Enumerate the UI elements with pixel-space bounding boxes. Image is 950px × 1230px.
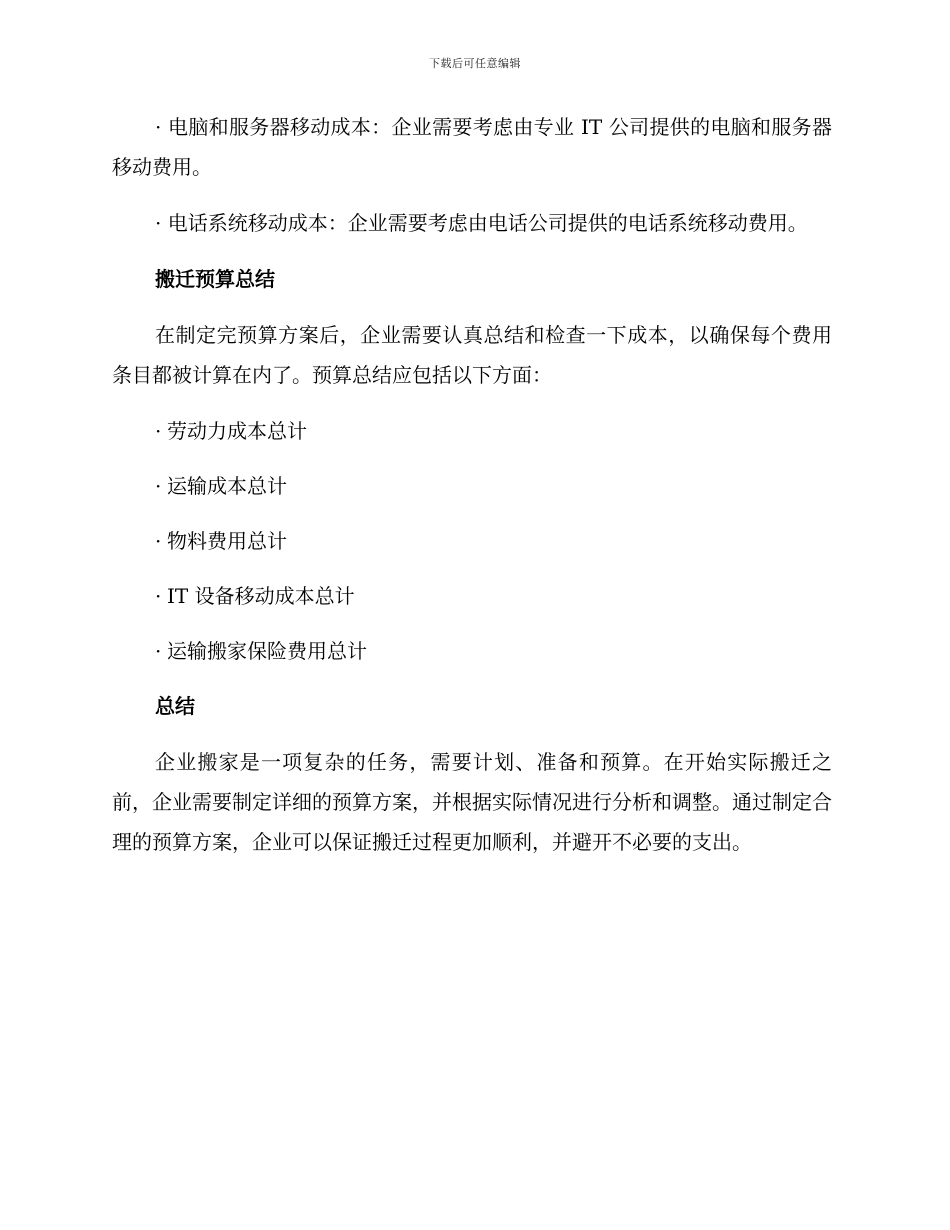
list-item (112, 576, 832, 616)
list-item-text: 运输搬家保险费用总计 (167, 639, 367, 663)
paragraph-budget-summary-intro: 在制定完预算方案后，企业需要认真总结和检查一下成本，以确保每个费用条目都被计算在内了。预算总结应包括以下方面： (112, 323, 832, 387)
section-heading-conclusion: 总结 (155, 694, 195, 718)
bullet-mark: · (155, 474, 162, 498)
list-item-text: 物料费用总计 (167, 529, 287, 553)
section-heading-budget-summary: 搬迁预算总结 (155, 267, 275, 291)
bullet-mark: · (155, 419, 162, 443)
list-item (112, 521, 832, 561)
paragraph-conclusion: 企业搬家是一项复杂的任务，需要计划、准备和预算。在开始实际搬迁之前，企业需要制定详细的预算方案，并根据实际情况进行分析和调整。通过制定合理的预算方案，企业可以保证搬迁过程更加顺利，并避开不必要的支出。 (112, 750, 832, 854)
bullet-mark: · (155, 639, 162, 663)
list-item-text: 劳动力成本总计 (167, 419, 307, 443)
list-item (112, 411, 832, 451)
paragraph-computer-server-moving-cost: · 电脑和服务器移动成本：企业需要考虑由专业 IT 公司提供的电脑和服务器移动费用。 (112, 115, 832, 179)
list-item-text: 运输成本总计 (167, 474, 287, 498)
bullet-mark: · (155, 529, 162, 553)
page-header: 下载后可任意编辑 (429, 57, 521, 70)
list-item (112, 631, 832, 671)
document-body (112, 107, 832, 878)
list-item (112, 466, 832, 506)
bullet-mark: · (155, 584, 162, 608)
list-item-text: IT 设备移动成本总计 (167, 584, 355, 608)
paragraph-phone-system-moving-cost: · 电话系统移动成本：企业需要考虑由电话公司提供的电话系统移动费用。 (155, 211, 808, 235)
